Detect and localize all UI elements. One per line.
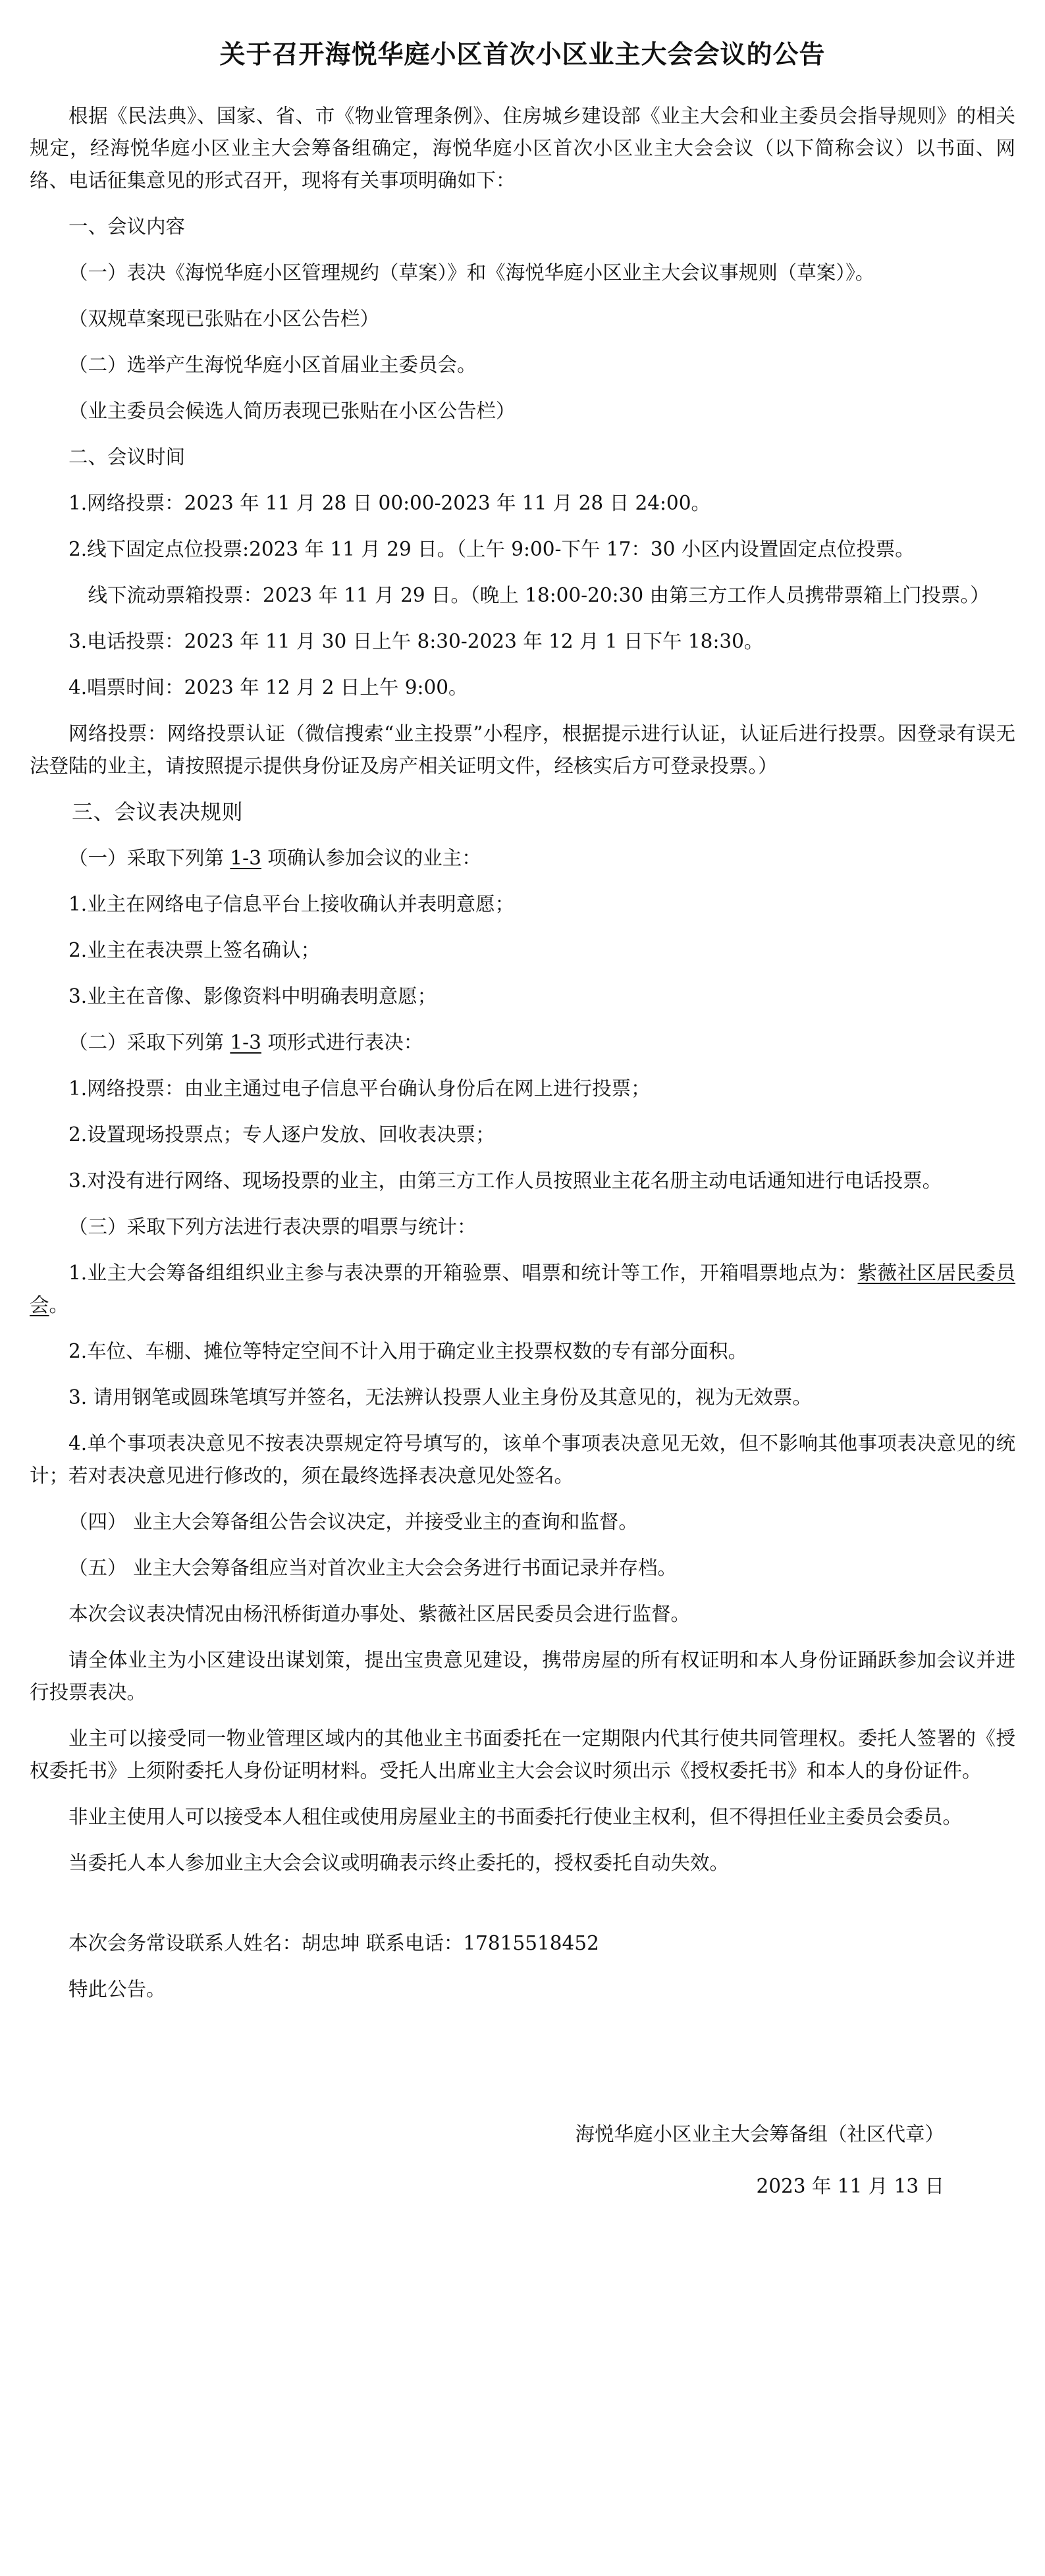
section-2-item-4: 4.唱票时间：2023 年 12 月 2 日上午 9:00。 (68, 676, 468, 699)
section-3-sub-4: （四） 业主大会筹备组公告会议决定，并接受业主的查询和监督。 (68, 1511, 638, 1533)
section-2-item-3: 3.电话投票：2023 年 11 月 30 日上午 8:30-2023 年 12 月 1 日下午 18:30。 (68, 630, 764, 653)
section-3-sub-3-item-1 (30, 1257, 1015, 1322)
section-3-sub-2-range: 1-3 (230, 1031, 261, 1054)
section-3-sub-2-item-3: 3.对没有进行网络、现场投票的业主，由第三方工作人员按照业主花名册主动电话通知进行电话投票。 (68, 1169, 942, 1192)
section-3-sub-3-item-1-pre: 1.业主大会筹备组组织业主参与表决票的开箱验票、唱票和统计等工作，开箱唱票地点为： (68, 1262, 858, 1284)
section-3-sub-1-item-2: 2.业主在表决票上签名确认； (68, 939, 321, 961)
section-3-sub-2-pre: （二）采取下列第 (68, 1031, 230, 1054)
section-3-sub-3-item-2: 2.车位、车棚、摊位等特定空间不计入用于确定业主投票权数的专有部分面积。 (68, 1340, 748, 1362)
proxy-paragraph-2: 非业主使用人可以接受本人租住或使用房屋业主的书面委托行使业主权利，但不得担任业主委员会委员。 (68, 1806, 963, 1828)
section-1-item-1: （一）表决《海悦华庭小区管理规约（草案）》和《海悦华庭小区业主大会议事规则（草案）》。 (68, 261, 875, 284)
section-1-item-2: （二）选举产生海悦华庭小区首届业主委员会。 (68, 354, 477, 376)
section-3-sub-3-item-3: 3. 请用钢笔或圆珠笔填写并签名，无法辨认投票人业主身份及其意见的，视为无效票。 (68, 1386, 813, 1409)
appeal-paragraph: 请全体业主为小区建设出谋划策，提出宝贵意见建设，携带房屋的所有权证明和本人身份证踊跃参加会议并进行投票表决。 (30, 1649, 1015, 1704)
contact-line: 本次会务常设联系人姓名：胡忠坤 联系电话：17815518452 (68, 1932, 599, 1954)
spacer (30, 2020, 1015, 2118)
section-3-sub-5: （五） 业主大会筹备组应当对首次业主大会会务进行书面记录并存档。 (68, 1557, 677, 1579)
section-3-sub-1-range: 1-3 (230, 847, 261, 869)
section-3-sub-2-item-2: 2.设置现场投票点；专人逐户发放、回收表决票； (68, 1123, 495, 1146)
section-3-heading: 三、会议表决规则 (72, 799, 244, 824)
proxy-paragraph-3: 当委托人本人参加业主大会会议或明确表示终止委托的，授权委托自动失效。 (68, 1852, 730, 1874)
section-3-sub-2-post: 项形式进行表决： (261, 1031, 423, 1054)
section-3-sub-1-item-3: 3.业主在音像、影像资料中明确表明意愿； (68, 985, 437, 1007)
page-title: 关于召开海悦华庭小区首次小区业主大会会议的公告 (219, 40, 826, 70)
proxy-paragraph-1: 业主可以接受同一物业管理区域内的其他业主书面委托在一定期限内代其行使共同管理权。委托人签署的《授权委托书》上须附委托人身份证明材料。受托人出席业主大会会议时须出示《授权委托书》和本人的身份证件。 (30, 1727, 1015, 1782)
section-3-sub-3-item-4: 4.单个事项表决意见不按表决票规定符号填写的，该单个事项表决意见无效，但不影响其他事项表决意见的统计；若对表决意见进行修改的，须在最终选择表决意见处签名。 (30, 1432, 1015, 1487)
section-3-sub-1 (30, 842, 1015, 874)
section-2-online-voting: 网络投票：网络投票认证（微信搜索“业主投票”小程序，根据提示进行认证，认证后进行投票。因登录有误无法登陆的业主，请按照提示提供身份证及房产相关证明文件，经核实后方可登录投票。） (30, 722, 1015, 777)
section-3-sub-2-item-1: 1.网络投票：由业主通过电子信息平台确认身份后在网上进行投票； (68, 1077, 651, 1100)
section-2-item-2b: 线下流动票箱投票：2023 年 11 月 29 日。（晚上 18:00-20:30 由第三方工作人员携带票箱上门投票。） (88, 584, 990, 606)
supervision-paragraph: 本次会议表决情况由杨汛桥街道办事处、紫薇社区居民委员会进行监督。 (68, 1603, 691, 1625)
section-3-sub-1-pre: （一）采取下列第 (68, 847, 230, 869)
closing-line: 特此公告。 (68, 1978, 166, 2000)
section-2-item-2: 2.线下固定点位投票:2023 年 11 月 29 日。（上午 9:00-下午 17：30 小区内设置固定点位投票。 (68, 538, 915, 560)
counting-location: 紫薇社区居民委员会 (30, 1262, 1015, 1316)
intro-paragraph: 根据《民法典》、国家、省、市《物业管理条例》、住房城乡建设部《业主大会和业主委员会指导规则》的相关规定，经海悦华庭小区业主大会筹备组确定，海悦华庭小区首次小区业主大会会议（以下简称会议）以书面、网络、电话征集意见的形式召开，现将有关事项明确如下： (30, 105, 1015, 192)
section-1-item-1-note: （双规草案现已张贴在小区公告栏） (68, 308, 380, 330)
section-3-sub-1-item-1: 1.业主在网络电子信息平台上接收确认并表明意愿； (68, 893, 515, 915)
section-2-heading: 二、会议时间 (68, 446, 186, 468)
section-3-sub-3-item-1-post: 。 (49, 1294, 69, 1316)
section-1-item-2-note: （业主委员会候选人简历表现已张贴在小区公告栏） (68, 400, 516, 422)
signature-date: 2023 年 11 月 13 日 (756, 2175, 944, 2197)
section-3-sub-3: （三）采取下列方法进行表决票的唱票与统计： (68, 1216, 477, 1238)
section-2-item-1: 1.网络投票：2023 年 11 月 28 日 00:00-2023 年 11 月 28 日 24:00。 (68, 492, 710, 514)
section-1-heading: 一、会议内容 (68, 215, 186, 238)
section-3-sub-1-post: 项确认参加会议的业主： (261, 847, 481, 869)
section-3-sub-2 (30, 1027, 1015, 1059)
spacer (30, 1893, 1015, 1927)
signature-organization: 海悦华庭小区业主大会筹备组（社区代章） (575, 2123, 944, 2145)
